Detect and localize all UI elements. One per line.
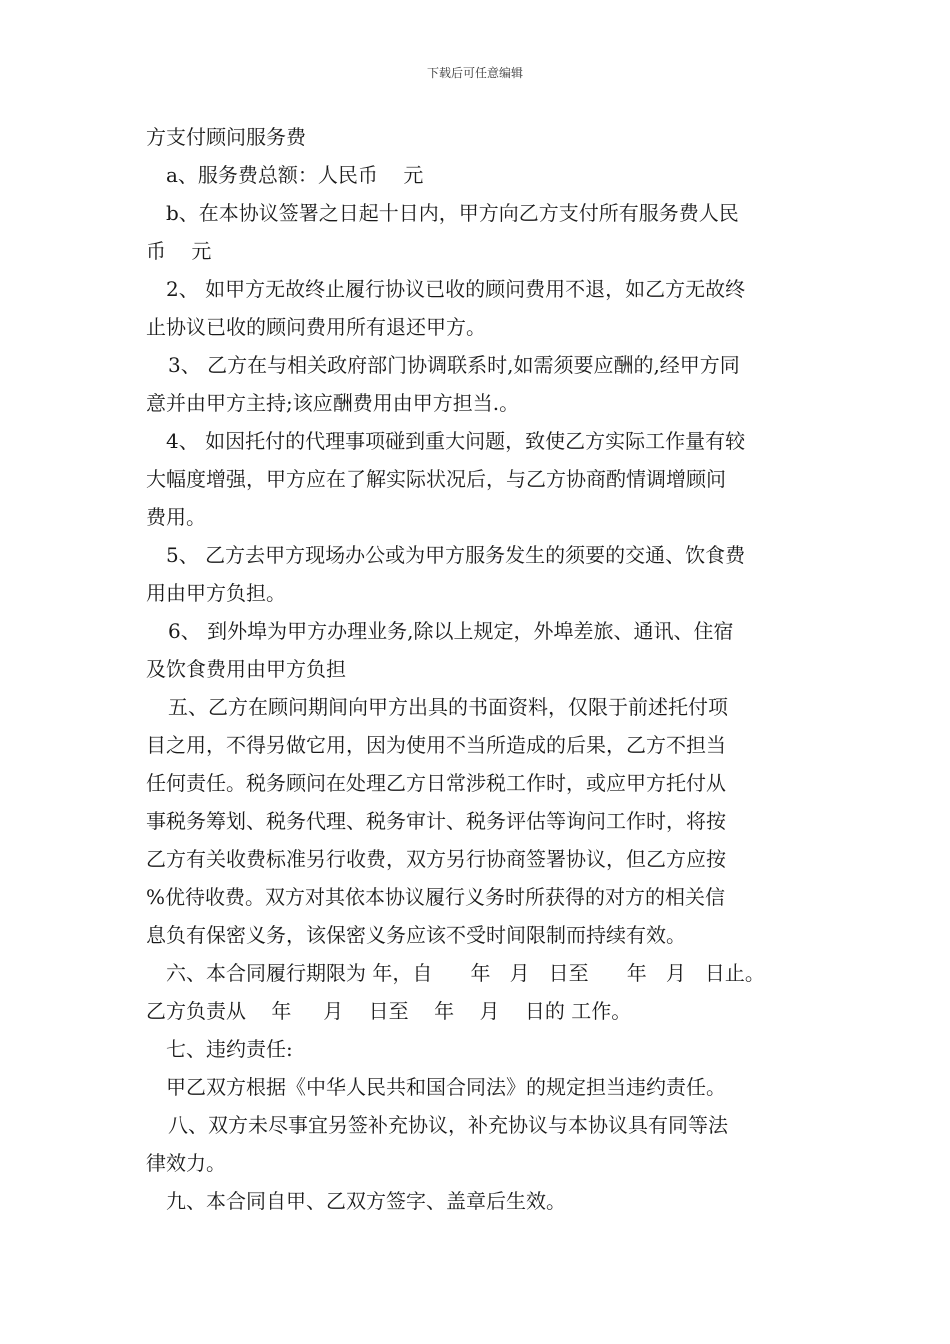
document-line: 事税务筹划、税务代理、税务审计、税务评估等询问工作时，将按 [146, 809, 726, 833]
document-line: 六、本合同履行期限为 年，自 年 月 日至 年 月 日止。 [166, 961, 765, 985]
document-line: 大幅度增强，甲方应在了解实际状况后，与乙方协商酌情调增顾问 [146, 467, 726, 491]
document-line: 九、本合同自甲、乙双方签字、盖章后生效。 [166, 1189, 566, 1213]
document-line: 目之用，不得另做它用，因为使用不当所造成的后果，乙方不担当 [146, 733, 726, 757]
document-line: %优待收费。双方对其依本协议履行义务时所获得的对方的相关信 [146, 885, 726, 909]
document-line: 律效力。 [146, 1151, 226, 1175]
document-line: 3、 乙方在与相关政府部门协调联系时,如需须要应酬的,经甲方同 [168, 353, 740, 377]
document-line: a、服务费总额：人民币 元 [166, 163, 424, 187]
document-line: 任何责任。税务顾问在处理乙方日常涉税工作时，或应甲方托付从 [146, 771, 726, 795]
document-line: 方支付顾问服务费 [146, 125, 306, 149]
document-line: 4、 如因托付的代理事项碰到重大问题，致使乙方实际工作量有较 [166, 429, 746, 453]
document-line: 6、 到外埠为甲方办理业务,除以上规定，外埠差旅、通讯、住宿 [168, 619, 734, 643]
document-line: 止协议已收的顾问费用所有退还甲方。 [146, 315, 486, 339]
document-body [146, 118, 816, 1220]
document-line: 2、 如甲方无故终止履行协议已收的顾问费用不退，如乙方无故终 [166, 277, 746, 301]
document-line: 币 元 [146, 239, 212, 263]
document-line: 意并由甲方主持;该应酬费用由甲方担当.。 [146, 391, 520, 415]
document-line: 息负有保密义务，该保密义务应该不受时间限制而持续有效。 [146, 923, 686, 947]
document-line: 七、违约责任: [166, 1037, 293, 1061]
document-line: 甲乙双方根据《中华人民共和国合同法》的规定担当违约责任。 [166, 1075, 726, 1099]
document-line: 乙方有关收费标准另行收费，双方另行协商签署协议，但乙方应按 [146, 847, 726, 871]
document-line: 五、乙方在顾问期间向甲方出具的书面资料，仅限于前述托付项 [168, 695, 728, 719]
document-line: b、在本协议签署之日起十日内，甲方向乙方支付所有服务费人民 [166, 201, 739, 225]
document-line: 乙方负责从 年 月 日至 年 月 日的 工作。 [146, 999, 632, 1023]
document-line: 5、 乙方去甲方现场办公或为甲方服务发生的须要的交通、饮食费 [166, 543, 746, 567]
document-line: 及饮食费用由甲方负担 [146, 657, 346, 681]
document-line: 八、双方未尽事宜另签补充协议，补充协议与本协议具有同等法 [168, 1113, 728, 1137]
document-line: 用由甲方负担。 [146, 581, 286, 605]
document-line: 费用。 [146, 505, 206, 529]
page-header-note: 下载后可任意编辑 [426, 66, 523, 80]
